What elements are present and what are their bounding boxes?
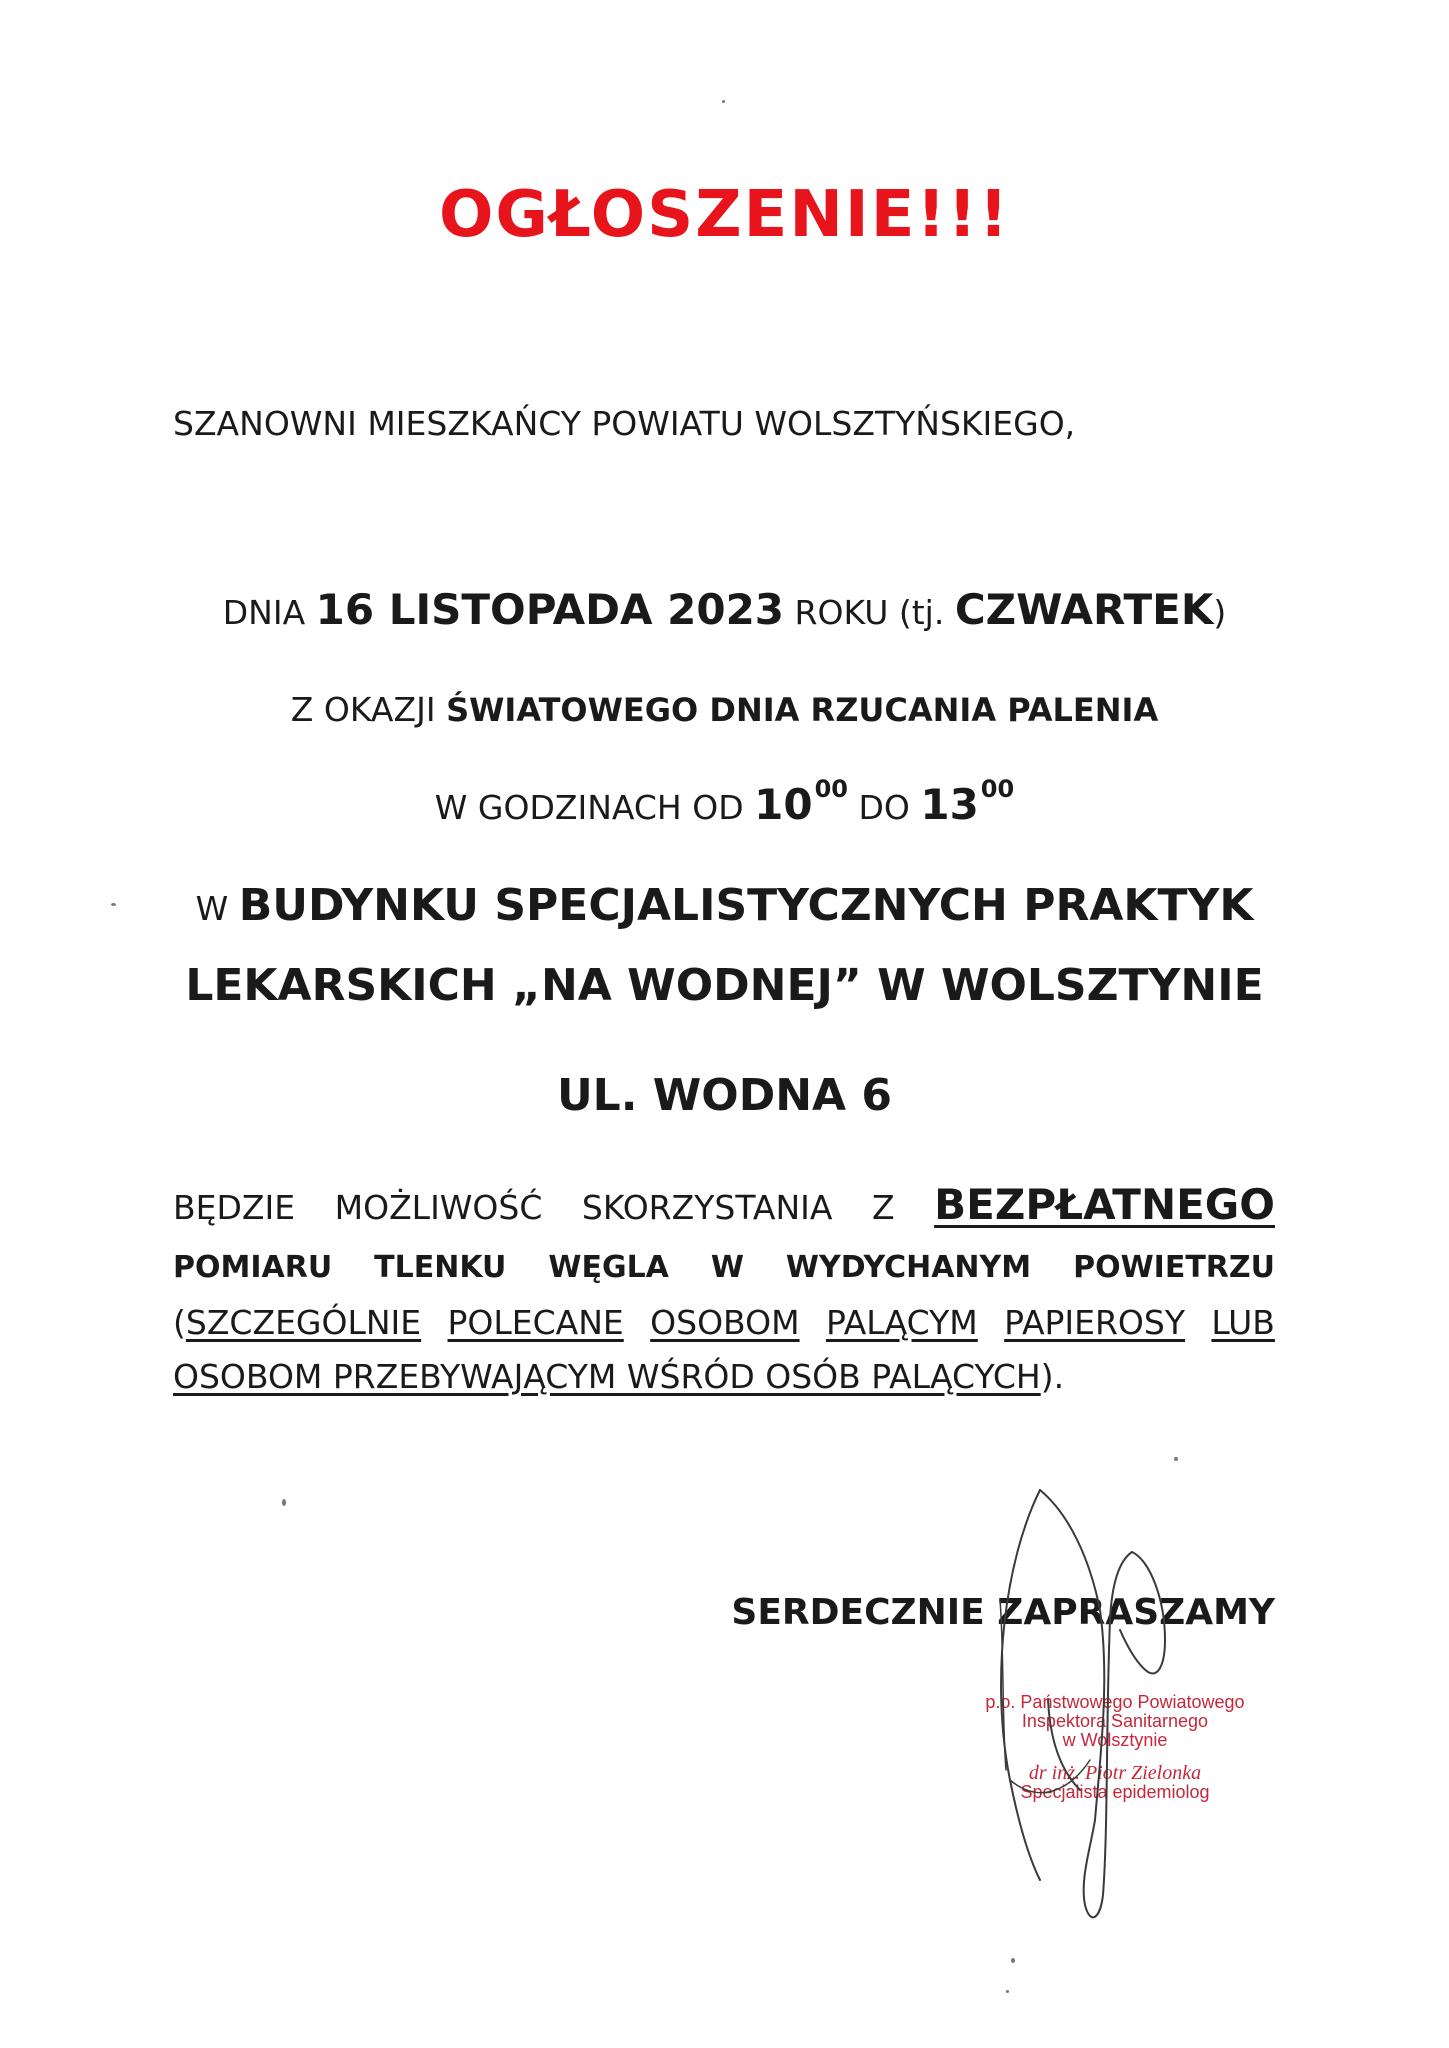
paragraph-word: BĘDZIE bbox=[173, 1188, 296, 1227]
free-emphasis: BEZPŁATNEGO bbox=[934, 1180, 1275, 1229]
paragraph-word: W bbox=[710, 1250, 744, 1285]
paragraph-line-4 bbox=[173, 1357, 1275, 1396]
stamp-name: dr inż. Piotr Zielonka bbox=[1028, 1762, 1202, 1784]
closing-invitation: SERDECZNIE ZAPRASZAMY bbox=[731, 1592, 1275, 1633]
occasion-line bbox=[0, 690, 1449, 729]
date-line bbox=[0, 585, 1449, 634]
paragraph-close: ). bbox=[1040, 1357, 1065, 1396]
inspector-stamp bbox=[940, 1693, 1290, 1802]
paragraph-underlined-word: POLECANE bbox=[447, 1303, 624, 1342]
paragraph-underlined-word: OSOBOM bbox=[650, 1303, 800, 1342]
location-prefix: W bbox=[195, 889, 239, 928]
occasion-prefix: Z OKAZJI bbox=[290, 690, 447, 729]
location-line-2: LEKARSKICH „NA WODNEJ” W WOLSZTYNIE bbox=[185, 960, 1264, 1011]
location-building: BUDYNKU SPECJALISTYCZNYCH PRAKTYK bbox=[238, 880, 1254, 931]
paragraph-underlined-word: PALĄCYM bbox=[825, 1303, 978, 1342]
paragraph-underlined-text: OSOBOM PRZEBYWAJĄCYM WŚRÓD OSÓB PALĄCYCH bbox=[173, 1357, 1041, 1396]
hours-middle: DO bbox=[847, 788, 921, 827]
hours-line bbox=[0, 775, 1449, 829]
paragraph-word: POWIETRZU bbox=[1073, 1250, 1275, 1285]
paragraph-line-1 bbox=[173, 1180, 1275, 1229]
paragraph-line-3 bbox=[173, 1303, 1275, 1342]
salutation: SZANOWNI MIESZKAŃCY POWIATU WOLSZTYŃSKIEGO, bbox=[173, 404, 1076, 443]
announcement-title: OGŁOSZENIE!!! bbox=[438, 178, 1011, 252]
occasion-event: ŚWIATOWEGO DNIA RZUCANIA PALENIA bbox=[446, 691, 1159, 729]
event-date: 16 LISTOPADA 2023 bbox=[315, 585, 785, 634]
event-weekday: CZWARTEK bbox=[954, 585, 1214, 634]
date-prefix: DNIA bbox=[222, 593, 316, 632]
stamp-role: Specjalista epidemiolog bbox=[1020, 1782, 1210, 1802]
date-suffix: ROKU (tj. bbox=[784, 593, 955, 632]
paragraph-underlined-word: SZCZEGÓLNIE bbox=[185, 1303, 422, 1342]
scan-speck bbox=[722, 100, 725, 103]
scan-speck bbox=[282, 1499, 286, 1506]
hours-to-minutes: 00 bbox=[980, 775, 1015, 803]
paragraph-word: MOŻLIWOŚĆ bbox=[334, 1188, 543, 1227]
paragraph-word: WĘGLA bbox=[548, 1250, 669, 1285]
hours-from: 10 bbox=[754, 780, 813, 829]
paragraph-word: POMIARU bbox=[173, 1250, 333, 1285]
paragraph-word: WYDYCHANYM bbox=[785, 1250, 1032, 1285]
location-line-1 bbox=[0, 880, 1449, 931]
stamp-line-2: Inspektora Sanitarnego bbox=[1021, 1711, 1209, 1731]
paragraph-word: SKORZYSTANIA bbox=[581, 1188, 833, 1227]
scan-speck bbox=[1006, 1990, 1009, 1993]
scan-speck bbox=[1011, 1958, 1015, 1963]
paragraph-word: Z bbox=[872, 1188, 895, 1227]
paragraph-word bbox=[173, 1303, 421, 1342]
paragraph-open-paren: ( bbox=[173, 1303, 186, 1342]
paragraph-word: TLENKU bbox=[374, 1250, 507, 1285]
stamp-line-3: w Wolsztynie bbox=[1062, 1730, 1168, 1750]
paragraph-underlined-word: PAPIEROSY bbox=[1004, 1303, 1186, 1342]
location-street: UL. WODNA 6 bbox=[556, 1070, 893, 1121]
stamp-line-1: p.o. Państwowego Powiatowego bbox=[985, 1692, 1245, 1712]
hours-to: 13 bbox=[920, 780, 979, 829]
paragraph-underlined-word: LUB bbox=[1211, 1303, 1275, 1342]
hours-from-minutes: 00 bbox=[814, 775, 848, 803]
date-close: ) bbox=[1213, 593, 1227, 632]
scan-speck bbox=[111, 903, 116, 906]
scan-speck bbox=[1174, 1457, 1178, 1461]
hours-prefix: W GODZINACH OD bbox=[434, 788, 755, 827]
paragraph-line-2 bbox=[173, 1250, 1275, 1285]
